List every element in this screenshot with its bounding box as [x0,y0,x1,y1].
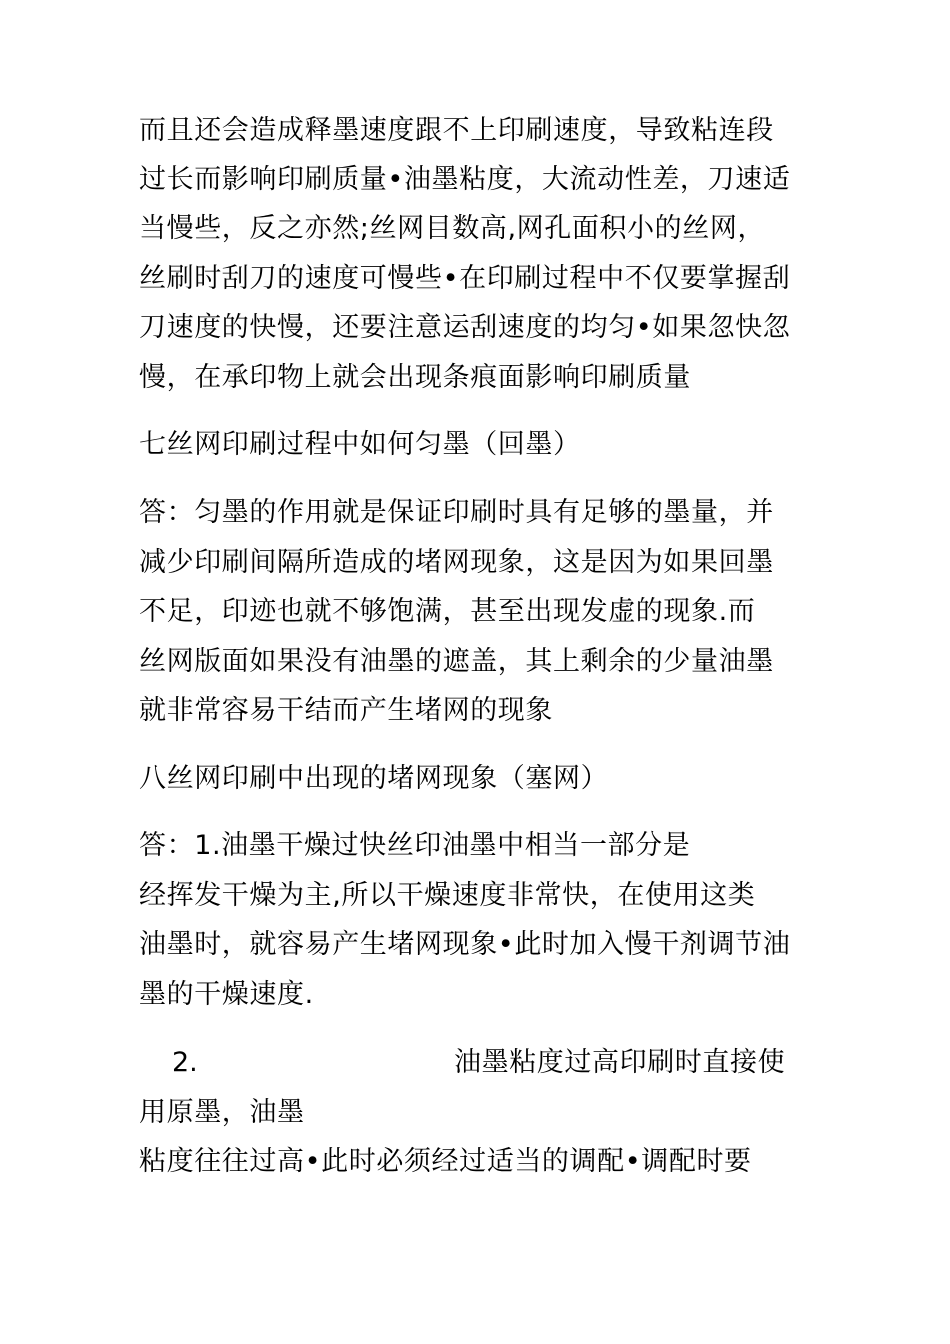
paragraph-line: 丝网版面如果没有油墨的遮盖，其上剩余的少量油墨 [139,646,774,677]
paragraph-line: 减少印刷间隔所造成的堵网现象，这是因为如果回墨 [139,547,774,578]
numbered-item [139,1047,819,1083]
paragraph-line: 答：匀墨的作用就是保证印刷时具有足够的墨量，并 [139,497,774,528]
paragraph-line: 墨的干燥速度. [139,979,314,1010]
paragraph-line: 就非常容易干结而产生堵网的现象 [139,695,553,726]
paragraph-line: 当慢些，反之亦然;丝网目数高,网孔面积小的丝网， [139,213,766,244]
paragraph-line: 慢，在承印物上就会出现条痕面影响印刷质量 [139,362,691,393]
paragraph-line: 过长而影响印刷质量•油墨粘度，大流动性差，刀速适 [139,164,791,195]
section-heading: 七丝网印刷过程中如何匀墨（回墨） [139,429,581,460]
paragraph-line: 粘度往往过高•此时必须经过适当的调配•调配时要 [139,1146,752,1177]
paragraph-line: 经挥发干燥为主,所以干燥速度非常快，在使用这类 [139,880,756,911]
paragraph-line: 用原墨，油墨 [139,1097,305,1128]
paragraph-line: 刀速度的快慢，还要注意运刮速度的均匀•如果忽快忽 [139,312,791,343]
section-heading: 八丝网印刷中出现的堵网现象（塞网） [139,763,609,794]
paragraph-line: 丝刷时刮刀的速度可慢些•在印刷过程中不仅要掌握刮 [139,263,791,294]
paragraph-line: 不足，印迹也就不够饱满，甚至出现发虚的现象.而 [139,596,756,627]
item-number: 2. [172,1047,198,1078]
paragraph-line: 而且还会造成释墨速度跟不上印刷速度，导致粘连段 [139,115,774,146]
item-text: 油墨粘度过高印刷时直接使 [454,1047,786,1078]
paragraph-line: 答：1.油墨干燥过快丝印油墨中相当一部分是 [139,830,691,861]
paragraph-line: 油墨时，就容易产生堵网现象•此时加入慢干剂调节油 [139,929,791,960]
